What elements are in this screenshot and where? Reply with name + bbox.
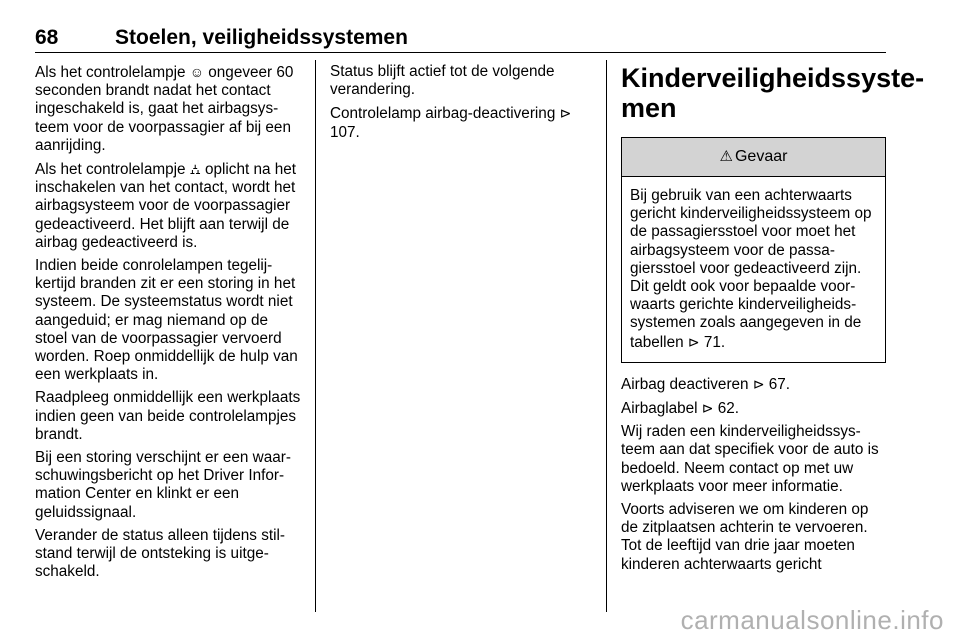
paragraph: Airbag deactiveren ⊳ 67. — [621, 375, 791, 393]
column-divider — [606, 60, 607, 612]
page-header — [35, 26, 886, 53]
page-title: Stoelen, veiligheidssystemen — [115, 26, 408, 49]
column-middle — [330, 63, 598, 147]
paragraph: Raadpleeg onmiddellijk een werkplaats indien geen van beide controlelampjes brandt. — [35, 389, 301, 443]
warning-triangle-icon: ⚠ — [719, 147, 733, 165]
page-ref-link[interactable]: 67. — [768, 375, 791, 393]
page-ref-icon: ⊳ — [687, 333, 700, 350]
warning-box — [621, 137, 886, 363]
column-right — [621, 63, 925, 579]
paragraph: Als het controlelampje ☺ ongeveer 60 seconden brandt nadat het contact ingeschakeld is, gaat het airbagsysteem voor de voorpassagier af bij een aanrijding. — [35, 64, 294, 154]
paragraph: Voorts adviseren we om kinderen op de zitplaatsen achterin te vervoeren. Tot de leeftijd van drie jaar moeten kinderen achterwaarts gericht — [621, 501, 869, 573]
page-ref-icon: ⊳ — [559, 105, 572, 122]
paragraph: Verander de status alleen tijdens stilstand terwijl de ontsteking is uitgeschakeld. — [35, 526, 286, 581]
paragraph: Wij raden een kinderveiligheidssysteem aan dat specifiek voor de auto is bedoeld. Neem contact op met uw werkplaats voor meer informatie. — [621, 423, 879, 495]
page-ref-icon: ⊳ — [752, 375, 765, 392]
warning-header — [622, 138, 885, 177]
paragraph: Airbaglabel ⊳ 62. — [621, 400, 740, 418]
paragraph: Bij een storing verschijnt er een waarschuwingsbericht op het Driver Information Center en klinkt er een geluidssignaal. — [35, 449, 291, 521]
page-ref-link[interactable]: 107. — [330, 123, 360, 141]
paragraph: Status blijft actief tot de volgende verandering. — [330, 63, 555, 99]
airbag-on-icon: ☺ — [189, 64, 205, 80]
warning-title: Gevaar — [734, 147, 788, 165]
page-ref-link[interactable]: 62. — [717, 400, 740, 418]
column-divider — [315, 60, 316, 612]
page-ref-icon: ⊳ — [701, 400, 714, 417]
airbag-off-icon: ⛼ — [189, 161, 201, 178]
watermark: carmanualsonline.info — [680, 605, 944, 635]
page-number: 68 — [35, 26, 59, 49]
paragraph: Indien beide conrolelampen tegelijkertijd branden zit er een storing in het systeem. De systeemstatus wordt niet aangeduid; er mag niemand op de stoel van de voorpassagier vervoerd worden. Roep onmiddellijk de hulp van een werkplaats in. — [35, 257, 298, 384]
section-heading: Kinderveiligheidssystemen — [621, 63, 925, 123]
page-ref-link[interactable]: 71. — [703, 333, 726, 351]
paragraph: Als het controlelampje ⛼ oplicht na het inschakelen van het contact, wordt het airbagsysteem voor de voorpassagier gedeactiveerd. Het blijft aan terwijl de airbag gedeactiveerd is. — [35, 161, 296, 251]
warning-body: Bij gebruik van een achterwaarts gericht kinderveiligheidssysteem op de passagiersstoel voor moet het airbagsysteem voor de passagiersstoel voor gedeactiveerd zijn. Dit geldt ook voor bepaalde voorwaarts gerichte kinderveiligheidssystemen zoals aangegeven in de tabellen ⊳ 71. — [630, 187, 872, 351]
paragraph: Controlelamp airbag-deactivering ⊳ 107. — [330, 105, 572, 141]
column-left — [35, 63, 303, 586]
